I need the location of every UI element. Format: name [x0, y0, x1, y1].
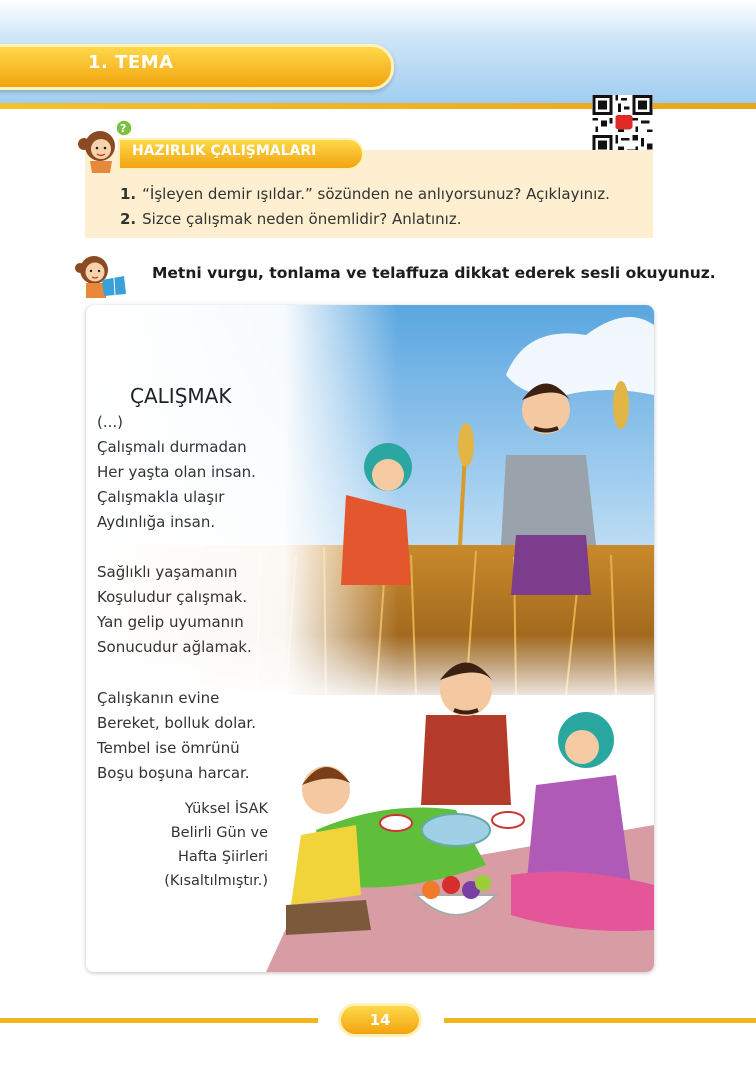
poem-source — [150, 797, 268, 893]
poem-line: Bereket, bolluk dolar. — [97, 714, 256, 732]
poem-line: Koşuludur çalışmak. — [97, 588, 248, 606]
poem-line: Çalışmalı durmadan — [97, 438, 247, 456]
poem-line: (...) — [97, 413, 124, 431]
qr-code-icon — [592, 95, 653, 155]
poem-stanza-3 — [97, 686, 256, 786]
question-item — [120, 209, 610, 234]
page-number: 14 — [369, 1011, 391, 1029]
poem-title: ÇALIŞMAK — [130, 384, 232, 408]
poem-line: Her yaşta olan insan. — [97, 463, 256, 481]
source-book-line: Hafta Şiirleri — [178, 849, 268, 865]
footer-line-left — [0, 1018, 318, 1023]
poem-line: Çalışmakla ulaşır — [97, 488, 225, 506]
question-number: 2. — [120, 210, 137, 228]
poem-stanza-2 — [97, 560, 252, 660]
source-book-line: Belirli Gün ve — [170, 825, 268, 841]
poem-line: Tembel ise ömrünü — [97, 739, 240, 757]
source-note: (Kısaltılmıştır.) — [164, 873, 268, 889]
footer-line-right — [444, 1018, 756, 1023]
question-item — [120, 184, 610, 209]
poem-line: Sonucudur ağlamak. — [97, 638, 252, 656]
question-number: 1. — [120, 185, 137, 203]
poem-line: Boşu boşuna harcar. — [97, 764, 250, 782]
qr-code[interactable] — [592, 95, 653, 155]
poem-line: Çalışkanın evine — [97, 689, 220, 707]
tema-banner — [0, 44, 394, 90]
poem-line: Sağlıklı yaşamanın — [97, 563, 238, 581]
source-author: Yüksel İSAK — [184, 801, 268, 817]
question-text: Sizce çalışmak neden önemlidir? Anlatınız. — [142, 210, 462, 228]
poem-line: Aydınlığa insan. — [97, 513, 216, 531]
poem-line: Yan gelip uyumanın — [97, 613, 244, 631]
poem-stanza-1 — [97, 410, 256, 535]
preparation-questions — [120, 184, 610, 234]
reading-instruction: Metni vurgu, tonlama ve telaffuza dikkat ederek sesli okuyunuz. — [152, 264, 716, 282]
preparation-title: HAZIRLIK ÇALIŞMALARI — [132, 143, 317, 159]
tema-title: 1. TEMA — [88, 52, 174, 73]
svg-text:?: ? — [120, 122, 127, 135]
thinking-girl-icon — [72, 118, 132, 173]
reading-girl-icon — [72, 250, 132, 298]
question-text: “İşleyen demir ışıldar.” sözünden ne anlıyorsunuz? Açıklayınız. — [142, 185, 610, 203]
